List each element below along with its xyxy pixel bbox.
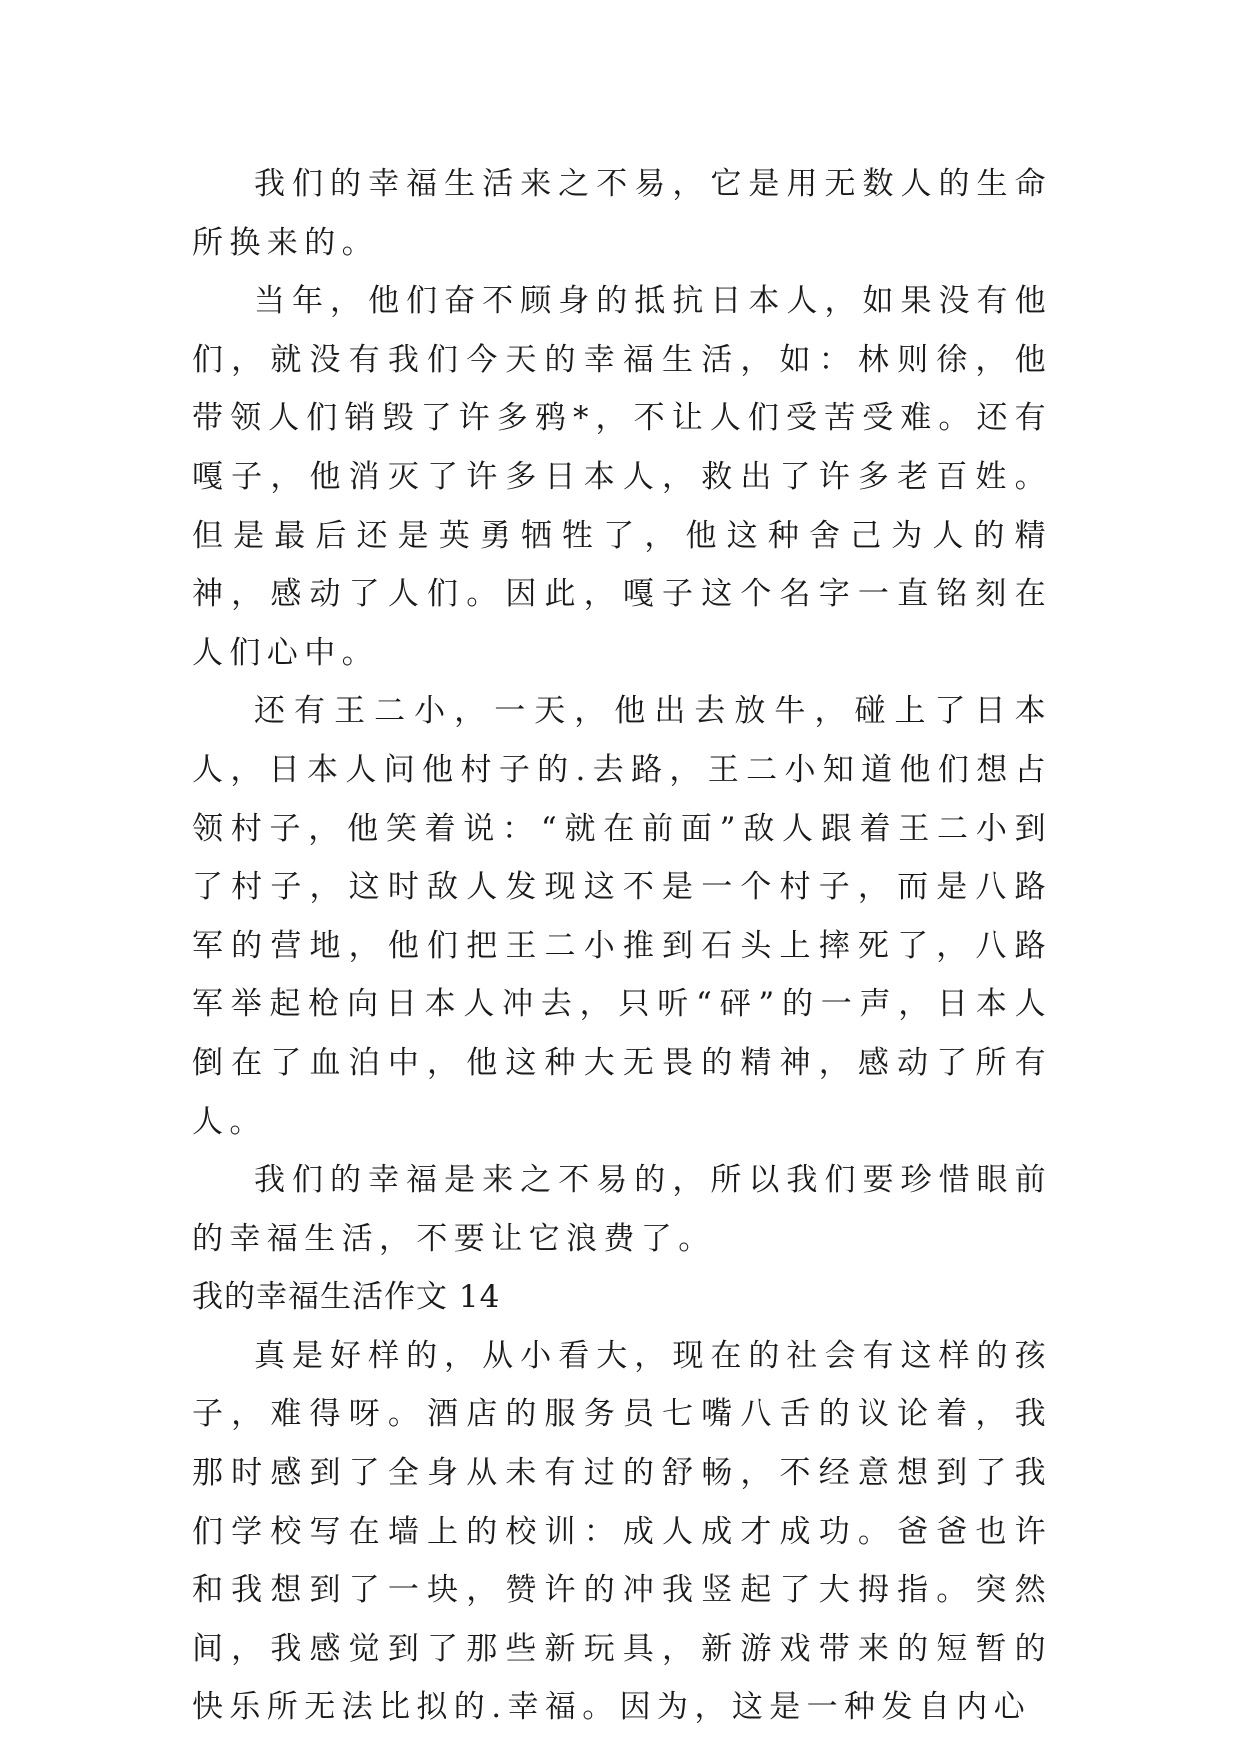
paragraph: 我们的幸福是来之不易的，所以我们要珍惜眼前的幸福生活，不要让它浪费了。 [192,1162,1052,1257]
paragraph: 我们的幸福生活来之不易，它是用无数人的生命所换来的。 [192,166,1052,261]
paragraph: 还有王二小，一天，他出去放牛，碰上了日本人，日本人问他村子的.去路，王二小知道他们想占领村子，他笑着说：“就在前面”敌人跟着王二小到了村子，这时敌人发现这不是一个村子，而是八路军的营地，他们把王二小推到石头上摔死了，八路军举起枪向日本人冲去，只听“砰”的一声，日本人倒在了血泊中，他这种大无畏的精神，感动了所有人。 [192,693,1052,1140]
section-title: 我的幸福生活作文 14 [192,1279,501,1316]
paragraph: 当年，他们奋不顾身的抵抗日本人，如果没有他们，就没有我们今天的幸福生活，如：林则徐，他带领人们销毁了许多鸦*，不让人们受苦受难。还有嘎子，他消灭了许多日本人，救出了许多老百姓。但是最后还是英勇牺牲了，他这种舍己为人的精神，感动了人们。因此，嘎子这个名字一直铭刻在人们心中。 [192,283,1052,671]
document-body [192,155,1052,1737]
paragraph: 真是好样的，从小看大，现在的社会有这样的孩子，难得呀。酒店的服务员七嘴八舌的议论着，我那时感到了全身从未有过的舒畅，不经意想到了我们学校写在墙上的校训：成人成才成功。爸爸也许和我想到了一块，赞许的冲我竖起了大拇指。突然间，我感觉到了那些新玩具，新游戏带来的短暂的快乐所无法比拟的.幸福。因为，这是一种发自内心 [192,1337,1052,1726]
